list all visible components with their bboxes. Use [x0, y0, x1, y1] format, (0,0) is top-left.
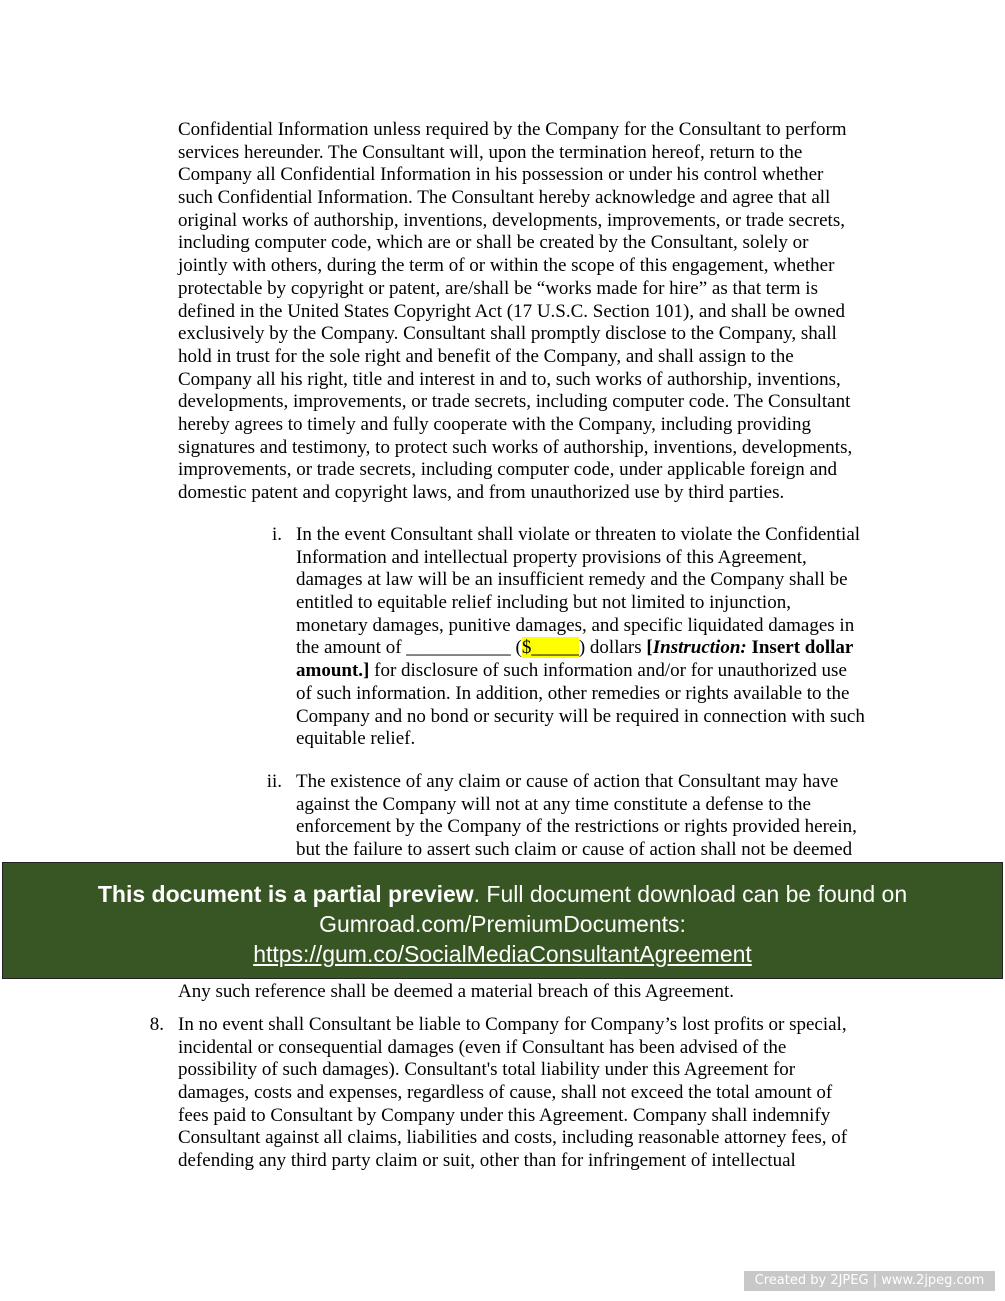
watermark: Created by 2JPEG | www.2jpeg.com — [744, 1271, 995, 1291]
text-line: original works of authorship, inventions, developments, improvements, or trade secrets, — [178, 209, 845, 231]
text-line: entitled to equitable relief including but not limited to injunction, — [296, 592, 791, 614]
paragraph-top — [178, 119, 852, 505]
text-line: damages, costs and expenses, regardless of cause, shall not exceed the total amount of — [178, 1082, 833, 1104]
amount-highlight: $_____ — [521, 637, 579, 659]
text-line: Company and no bond or security will be required in connection with such — [296, 705, 865, 727]
text-line: services hereunder. The Consultant will, upon the termination hereof, return to the — [178, 141, 803, 163]
download-link[interactable]: https://gum.co/SocialMediaConsultantAgreement — [253, 941, 752, 967]
banner-text: Gumroad.com/PremiumDocuments: — [319, 911, 686, 937]
text-line: fees paid to Consultant by Company under this Agreement. Company shall indemnify — [178, 1104, 831, 1126]
text-line: Company all Confidential Information in his possession or under his control whether — [178, 164, 824, 186]
text-line: including computer code, which are or shall be created by the Consultant, solely or — [178, 232, 809, 254]
text-line: Any such reference shall be deemed a material breach of this Agreement. — [178, 981, 735, 1002]
text-line: defined in the United States Copyright Act (17 U.S.C. Section 101), and shall be owned — [178, 300, 846, 322]
text-line: In no event shall Consultant be liable to Company for Company’s lost profits or special, — [178, 1014, 847, 1035]
text-line: against the Company will not at any time constitute a defense to the — [296, 793, 811, 815]
text-line: hold in trust for the sole right and benefit of the Company, and shall assign to the — [178, 345, 794, 367]
text-line: exclusively by the Company. Consultant shall promptly disclose to the Company, shall — [178, 323, 837, 345]
text-line: Consultant against all claims, liabilities and costs, including reasonable attorney fees, of — [178, 1127, 848, 1149]
text-line: defending any third party claim or suit, other than for infringement of intellectual — [178, 1150, 796, 1172]
list-item-8 — [178, 1014, 847, 1173]
text-line: In the event Consultant shall violate or threaten to violate the Confidential — [296, 524, 861, 545]
text-line: Company all his right, title and interest in and to, such works of authorship, inventions, — [178, 368, 841, 390]
text-line: but the failure to assert such claim or cause of action shall not be deemed — [296, 839, 853, 861]
text-line: of such information. In addition, other remedies or rights available to the — [296, 682, 850, 704]
text-line: equitable relief. — [296, 728, 416, 750]
text-line: developments, improvements, or trade secrets, including computer code. The Consultant — [178, 391, 851, 413]
text-line: hereby agrees to timely and fully cooperate with the Company, including providing — [178, 413, 811, 435]
text-line: such Confidential Information. The Consultant hereby acknowledge and agree that all — [178, 187, 831, 209]
text-line: Confidential Information unless required by the Company for the Consultant to perform — [178, 119, 847, 140]
list-numeral: 8. — [149, 1014, 164, 1035]
text-line: protectable by copyright or patent, are/shall be “works made for hire” as that term is — [178, 277, 818, 299]
text-line: domestic patent and copyright laws, and from unauthorized use by third parties. — [178, 482, 785, 503]
text-line: damages at law will be an insufficient remedy and the Company shall be — [296, 569, 848, 591]
text-line: The existence of any claim or cause of action that Consultant may have — [296, 771, 839, 792]
text-line: monetary damages, punitive damages, and specific liquidated damages in — [296, 614, 855, 636]
preview-banner: This document is a partial preview. Full document download can be found on Gumroad.com/PremiumDocuments: https://gum.co/SocialMediaConsultantAgreement — [2, 862, 1003, 979]
list-numeral: i. — [271, 524, 282, 545]
list-item-i: In the event Consultant shall violate or threaten to violate the Confidential Information and intellectual property provisions of this Agreement, damages at law will be an insufficient remedy and the Company shall be entitled to equitable relief including but not limited to injunction, monetary damages, punitive damages, and specific liquidated damages in the amount of ___________ ($_____) dollars [Instruction: Insert dollar amount.] for disclosure of such information and/or for unauthorized use of such information. In addition, other remedies or rights available to the Company and no bond or security will be required in connection with such equitable relief. — [296, 524, 865, 750]
text-line: signatures and testimony, to protect such works of authorship, inventions, developments, — [178, 436, 853, 458]
text-line: jointly with others, during the term of or within the scope of this engagement, whether — [178, 255, 835, 277]
list-numeral: ii. — [266, 771, 282, 792]
text-line: incidental or consequential damages (even if Consultant has been advised of the — [178, 1036, 787, 1058]
text-line: improvements, or trade secrets, including computer code, under applicable foreign and — [178, 459, 837, 481]
text-line: enforcement by the Company of the restrictions or rights provided herein, — [296, 816, 857, 838]
list-item-ii — [296, 771, 857, 862]
amount-line: the amount of ___________ ($_____) dollars [Instruction: Insert dollar — [296, 637, 854, 659]
text-line: Information and intellectual property provisions of this Agreement, — [296, 546, 807, 568]
text-line: possibility of such damages). Consultant's total liability under this Agreement for — [178, 1059, 796, 1081]
